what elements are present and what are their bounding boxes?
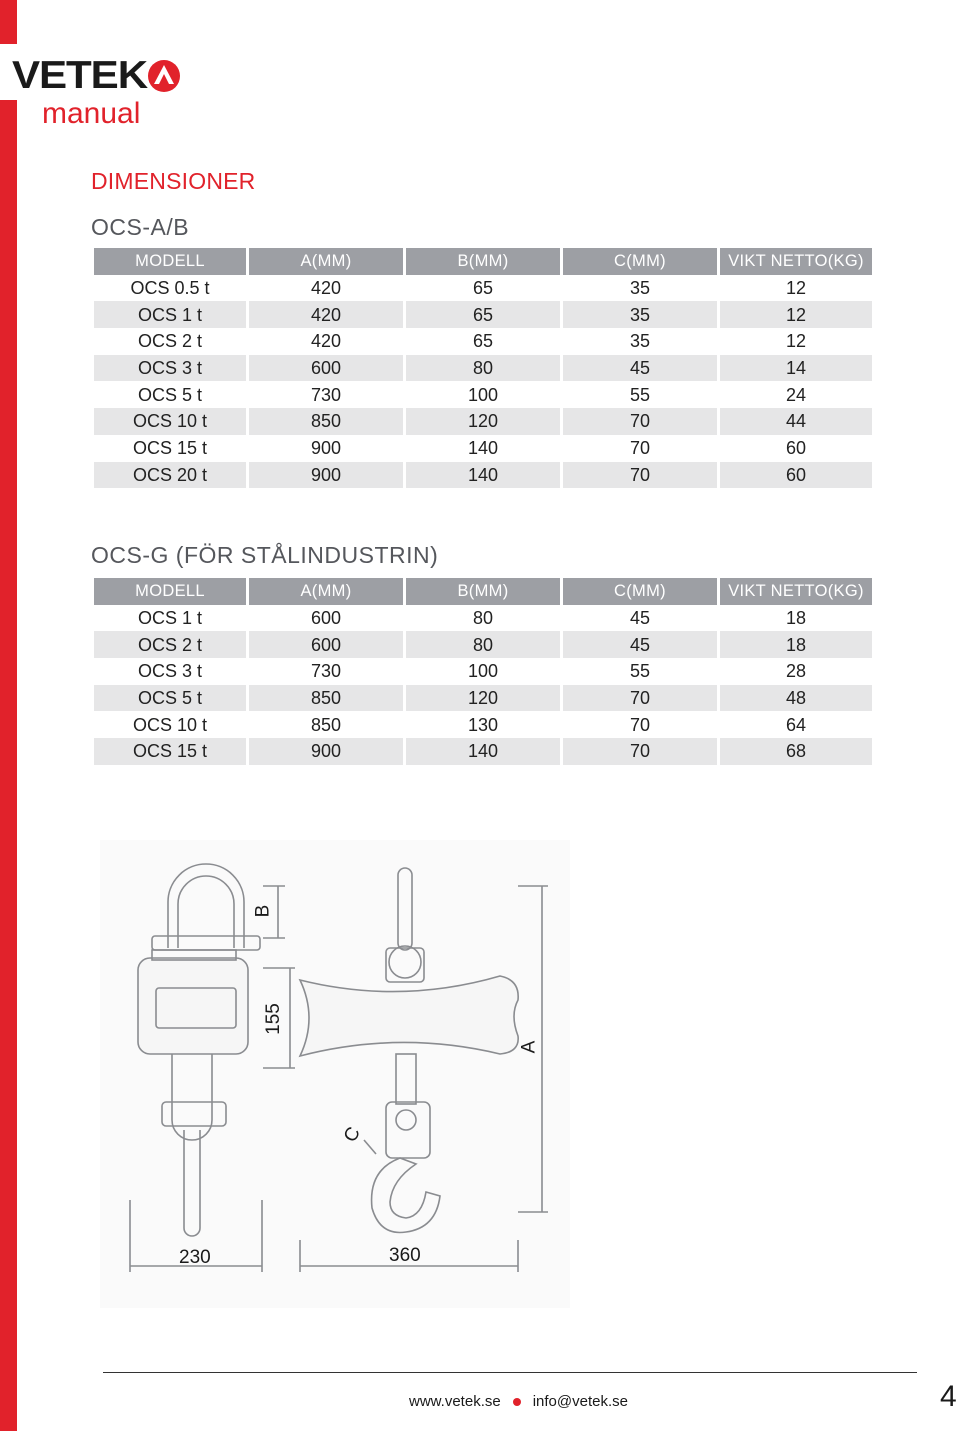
table-cell: 420 bbox=[249, 301, 403, 328]
table-cell: 70 bbox=[563, 408, 717, 435]
column-header: VIKT NETTO(KG) bbox=[720, 578, 872, 605]
table-header-row bbox=[94, 248, 872, 275]
dim-label-a: A bbox=[518, 1040, 540, 1054]
table-cell: OCS 10 t bbox=[94, 408, 246, 435]
table-cell: OCS 3 t bbox=[137, 661, 203, 682]
footer-bullet-icon bbox=[513, 1398, 521, 1406]
dim-label-b: B bbox=[252, 904, 274, 918]
footer-divider bbox=[103, 1372, 917, 1373]
table-cell: 600 bbox=[310, 608, 342, 629]
table-row bbox=[94, 408, 872, 435]
accent-bar-side bbox=[0, 100, 17, 1431]
table-row bbox=[94, 275, 872, 302]
table-cell: 140 bbox=[406, 462, 560, 489]
table-cell: 80 bbox=[406, 355, 560, 382]
table-cell: 420 bbox=[310, 278, 342, 299]
column-header: C(MM) bbox=[563, 248, 717, 275]
table-row bbox=[94, 462, 872, 489]
table-cell: 24 bbox=[785, 384, 807, 405]
table-title-ocs-ab: OCS-A/B bbox=[91, 214, 190, 240]
footer-email-link[interactable]: info@vetek.se bbox=[532, 1393, 628, 1410]
ocs-g-table bbox=[94, 578, 872, 765]
table-cell: 55 bbox=[629, 384, 651, 405]
column-header: MODELL bbox=[94, 578, 246, 605]
front-body bbox=[138, 958, 248, 1054]
table-cell: OCS 15 t bbox=[132, 438, 208, 459]
table-cell: 65 bbox=[406, 301, 560, 328]
table-row bbox=[94, 658, 872, 685]
table-cell: OCS 15 t bbox=[94, 738, 246, 765]
page-number: 4 bbox=[940, 1380, 957, 1413]
table-cell: 80 bbox=[406, 631, 560, 658]
table-row bbox=[94, 685, 872, 712]
table-cell: 35 bbox=[629, 331, 651, 352]
table-cell: 70 bbox=[563, 685, 717, 712]
table-cell: OCS 1 t bbox=[94, 301, 246, 328]
table-cell: 48 bbox=[720, 685, 872, 712]
footer bbox=[409, 1393, 628, 1410]
table-title-ocs-g: OCS-G (FÖR STÅLINDUSTRIN) bbox=[91, 542, 439, 568]
table-row bbox=[94, 435, 872, 462]
table-cell: 120 bbox=[406, 408, 560, 435]
brand-logo bbox=[12, 56, 181, 96]
table-cell: 730 bbox=[310, 661, 342, 682]
table-cell: 12 bbox=[785, 331, 807, 352]
table-row bbox=[94, 605, 872, 632]
ocs-ab-table bbox=[94, 248, 872, 488]
table-cell: 140 bbox=[406, 738, 560, 765]
column-header: A(MM) bbox=[249, 578, 403, 605]
column-header: A(MM) bbox=[249, 248, 403, 275]
column-header: VIKT NETTO(KG) bbox=[720, 248, 872, 275]
table-row bbox=[94, 301, 872, 328]
table-cell: 14 bbox=[720, 355, 872, 382]
table-row bbox=[94, 328, 872, 355]
table-row bbox=[94, 355, 872, 382]
table-header-row bbox=[94, 578, 872, 605]
table-cell: 130 bbox=[467, 714, 499, 735]
table-cell: 850 bbox=[310, 714, 342, 735]
side-shackle bbox=[398, 868, 412, 950]
column-header: B(MM) bbox=[406, 578, 560, 605]
table-cell: OCS 2 t bbox=[94, 631, 246, 658]
table-cell: 850 bbox=[249, 408, 403, 435]
table-cell: 850 bbox=[249, 685, 403, 712]
dimension-drawing bbox=[100, 840, 570, 1308]
table-cell: 45 bbox=[563, 631, 717, 658]
table-cell: 140 bbox=[467, 438, 499, 459]
dim-label-360: 360 bbox=[389, 1245, 421, 1266]
table-cell: 44 bbox=[720, 408, 872, 435]
table-cell: OCS 1 t bbox=[137, 608, 203, 629]
table-cell: 80 bbox=[472, 608, 494, 629]
table-cell: 68 bbox=[720, 738, 872, 765]
table-cell: OCS 20 t bbox=[94, 462, 246, 489]
footer-website-link[interactable]: www.vetek.se bbox=[409, 1393, 501, 1410]
table-cell: 18 bbox=[720, 631, 872, 658]
table-cell: OCS 3 t bbox=[94, 355, 246, 382]
table-row bbox=[94, 711, 872, 738]
dim-label-230: 230 bbox=[179, 1247, 211, 1268]
table-cell: 60 bbox=[785, 438, 807, 459]
table-cell: 420 bbox=[310, 331, 342, 352]
column-header: MODELL bbox=[94, 248, 246, 275]
dim-label-155: 155 bbox=[262, 1003, 284, 1035]
table-cell: 45 bbox=[629, 608, 651, 629]
column-header: C(MM) bbox=[563, 578, 717, 605]
table-cell: 35 bbox=[629, 278, 651, 299]
logo-text: VETEK bbox=[12, 54, 148, 97]
accent-bar-top bbox=[0, 0, 17, 44]
table-cell: 120 bbox=[406, 685, 560, 712]
table-cell: 18 bbox=[785, 608, 807, 629]
table-cell: 65 bbox=[472, 331, 494, 352]
table-row bbox=[94, 631, 872, 658]
column-header: B(MM) bbox=[406, 248, 560, 275]
table-cell: 64 bbox=[785, 714, 807, 735]
table-cell: 70 bbox=[563, 462, 717, 489]
dim-label-c: C bbox=[339, 1123, 365, 1146]
table-cell: 45 bbox=[563, 355, 717, 382]
section-title: DIMENSIONER bbox=[91, 168, 256, 194]
side-hook bbox=[372, 1158, 440, 1233]
table-cell: OCS 0.5 t bbox=[130, 278, 210, 299]
table-cell: 35 bbox=[563, 301, 717, 328]
crane-scale-diagram bbox=[100, 840, 570, 1308]
front-hook-block bbox=[172, 1054, 212, 1140]
table-cell: OCS 5 t bbox=[94, 685, 246, 712]
logo-mark-icon bbox=[147, 59, 181, 93]
table-cell: 70 bbox=[563, 738, 717, 765]
table-cell: 600 bbox=[249, 631, 403, 658]
table-row bbox=[94, 381, 872, 408]
table-row bbox=[94, 738, 872, 765]
table-cell: 70 bbox=[629, 438, 651, 459]
table-cell: OCS 5 t bbox=[137, 384, 203, 405]
table-cell: OCS 2 t bbox=[137, 331, 203, 352]
table-cell: 100 bbox=[467, 661, 499, 682]
manual-label: manual bbox=[42, 97, 141, 130]
table-cell: 60 bbox=[720, 462, 872, 489]
table-cell: 900 bbox=[310, 438, 342, 459]
table-cell: 600 bbox=[249, 355, 403, 382]
table-cell: 730 bbox=[310, 384, 342, 405]
table-cell: OCS 10 t bbox=[132, 714, 208, 735]
side-body bbox=[300, 976, 518, 1056]
table-cell: 100 bbox=[467, 384, 499, 405]
table-cell: 70 bbox=[629, 714, 651, 735]
table-cell: 65 bbox=[472, 278, 494, 299]
table-cell: 28 bbox=[785, 661, 807, 682]
table-cell: 12 bbox=[720, 301, 872, 328]
table-cell: 900 bbox=[249, 738, 403, 765]
table-cell: 55 bbox=[629, 661, 651, 682]
table-cell: 900 bbox=[249, 462, 403, 489]
table-cell: 12 bbox=[785, 278, 807, 299]
